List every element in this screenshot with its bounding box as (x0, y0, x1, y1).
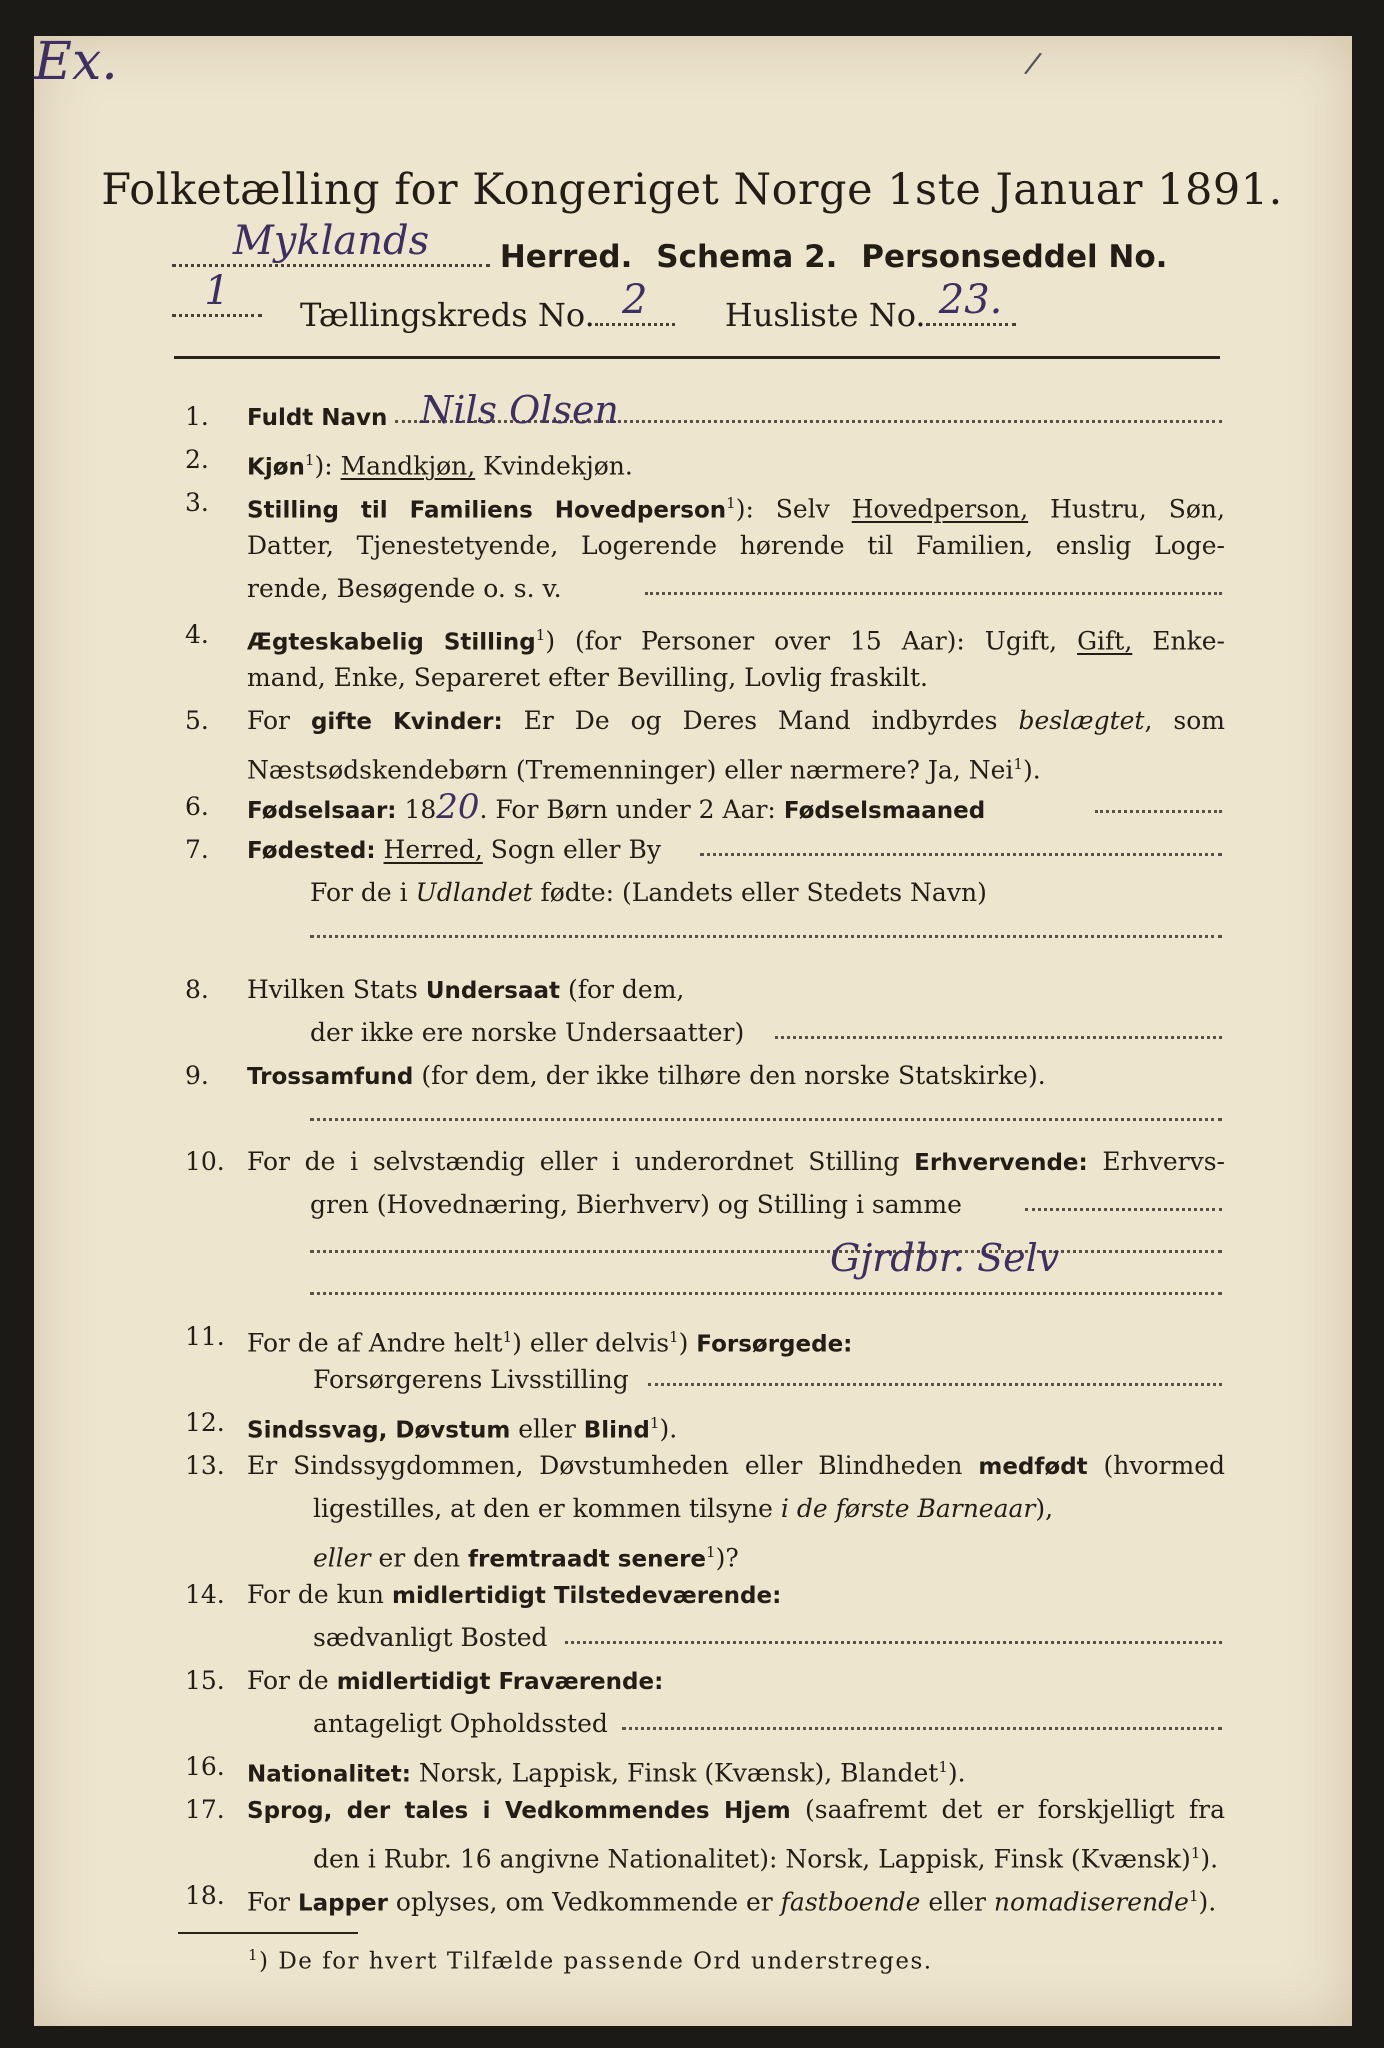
text: ): Selv (735, 494, 852, 524)
full-name-value: Nils Olsen (420, 388, 619, 432)
birth-month-label: Fødselsmaaned (783, 798, 986, 824)
text: fastboende (780, 1887, 921, 1917)
footnote-ref: 1 (649, 1414, 660, 1432)
item-number: 7. (185, 835, 209, 864)
text: For de (247, 1666, 337, 1695)
occupation-field-2[interactable] (310, 1250, 1222, 1253)
disability-label: Sindssvag, Døvstum (247, 1417, 511, 1444)
herred-value: Myklands (232, 218, 430, 264)
item-number: 9. (185, 1061, 209, 1090)
herred-field[interactable] (172, 218, 490, 267)
footnote-ref: 1 (706, 1543, 716, 1561)
text: mand, Enke, Separeret efter Bevilling, Lovlig fraskilt. (247, 663, 928, 692)
item-number: 14. (185, 1580, 225, 1609)
temporarily-absent-label: midlertidigt Fraværende: (336, 1669, 664, 1695)
item-number: 10. (185, 1147, 225, 1176)
sami-label: Lapper (297, 1890, 388, 1917)
religion-field[interactable] (310, 1118, 1222, 1121)
text: (for dem, der ikke tilhøre den norske Statskirke). (413, 1061, 1046, 1090)
text: ). (1200, 1844, 1219, 1874)
text: Forsørgerens Livsstilling (313, 1365, 629, 1394)
husliste-label: Husliste No. (724, 296, 926, 334)
foreign-birthplace-field[interactable] (310, 935, 1222, 938)
kreds-field[interactable] (595, 277, 675, 326)
text: ). (1198, 1887, 1217, 1917)
footnote-ref: 1 (304, 451, 315, 469)
acquired-later-label: fremtraadt senere (468, 1546, 707, 1573)
item-number: 17. (185, 1795, 225, 1824)
text: For de i (310, 878, 416, 907)
item-number: 11. (185, 1322, 225, 1351)
text: ): (314, 451, 341, 481)
text: Enke- (1132, 626, 1225, 656)
text: eller (920, 1887, 994, 1917)
marital-status-label: Ægteskabelig Stilling (247, 629, 536, 656)
sex-option-female[interactable]: Kvindekjøn. (475, 451, 633, 481)
provider-occupation-field[interactable] (648, 1383, 1222, 1386)
footnote-ref: 1 (669, 1328, 679, 1346)
birthplace-field[interactable] (700, 853, 1222, 856)
text: For de af Andre helt (247, 1328, 503, 1358)
item-number: 8. (185, 975, 209, 1004)
text: )? (715, 1543, 739, 1573)
text: ), (1035, 1494, 1054, 1523)
text: sædvanligt Bosted (313, 1623, 548, 1652)
item-number: 18. (185, 1881, 225, 1910)
text: Norsk, Lappisk, Finsk (Kvænsk), Blandet (410, 1758, 939, 1788)
text: Udlandet (415, 878, 533, 907)
family-position-field[interactable] (645, 592, 1222, 595)
birth-month-field[interactable] (1095, 810, 1222, 813)
birth-year-label: Fødselsaar: (247, 798, 397, 824)
text: , som (1144, 706, 1225, 735)
footnote-ref: 1 (1013, 755, 1023, 773)
text: antageligt Opholdssted (313, 1709, 608, 1738)
item-number: 16. (185, 1752, 225, 1781)
item-number: 12. (185, 1408, 225, 1437)
text: (saafremt det er forskjelligt fra (790, 1795, 1225, 1824)
occupation-field-3[interactable] (310, 1292, 1222, 1295)
text: fødte: (Landets eller Stedets Navn) (532, 878, 987, 907)
blind-label: Blind (583, 1417, 650, 1444)
text: nomadiserende (993, 1887, 1189, 1917)
birthplace-option-herred-selected[interactable]: Herred, (383, 835, 483, 864)
footnote-rule (178, 1932, 358, 1934)
usual-residence-field[interactable] (565, 1641, 1222, 1644)
sex-label: Kjøn (247, 454, 305, 481)
personseddel-field[interactable] (172, 268, 262, 317)
text: eller (510, 1414, 584, 1444)
item-number: 13. (185, 1451, 225, 1480)
full-name-label: Fuldt Navn (247, 405, 388, 431)
text: Er De og Deres Mand indbyrdes (502, 706, 1019, 735)
congenital-label: medfødt (978, 1454, 1088, 1480)
footnote-ref: 1 (535, 626, 546, 644)
text: For (247, 706, 311, 735)
husliste-value: 23. (938, 277, 1003, 323)
family-position-head-selected[interactable]: Hovedperson, (851, 494, 1029, 524)
text: ). (947, 1758, 966, 1788)
text: Datter, Tjenestetyende, Logerende hørende til Familien, enslig Loge- (247, 531, 1225, 560)
text: beslægtet (1018, 706, 1145, 735)
text: ) (678, 1328, 697, 1358)
footnote-ref: 1 (726, 494, 736, 512)
religion-label: Trossamfund (247, 1064, 414, 1090)
marital-option-married-selected[interactable]: Gift, (1077, 626, 1133, 656)
kreds-value: 2 (622, 277, 648, 323)
text: rende, Besøgende o. s. v. (247, 574, 562, 603)
footnote-ref: 1 (248, 1946, 260, 1964)
text: ). (659, 1414, 678, 1444)
married-women-label: gifte Kvinder: (310, 709, 503, 735)
item-number: 5. (185, 706, 209, 735)
text: 18 (396, 795, 437, 824)
probable-residence-field[interactable] (622, 1727, 1222, 1730)
text: gren (Hovednæring, Bierhverv) og Stilling i samme (310, 1190, 962, 1219)
sex-option-male-selected[interactable]: Mandkjøn, (340, 451, 476, 481)
text: (hvormed (1087, 1451, 1226, 1480)
text: der ikke ere norske Undersaatter) (310, 1018, 745, 1047)
header-rule (174, 356, 1220, 359)
text: ligestilles, at den er kommen tilsyne (313, 1494, 781, 1523)
margin-note: Ex. (34, 32, 118, 92)
footnote-ref: 1 (1188, 1887, 1199, 1905)
birthplace-label: Fødested: (247, 838, 376, 864)
occupation-field-1[interactable] (1025, 1208, 1222, 1211)
citizenship-field[interactable] (775, 1036, 1222, 1039)
footnote-ref: 1 (938, 1758, 948, 1776)
item-number: 3. (185, 488, 209, 517)
footnote-ref: 1 (1190, 1844, 1201, 1862)
personseddel-value: 1 (204, 268, 230, 314)
text: ). (1022, 755, 1041, 785)
text: For (247, 1887, 298, 1917)
text: oplyses, om Vedkommende er (387, 1887, 781, 1917)
kreds-label: Tællingskreds No. (300, 296, 595, 334)
occupation-label: Erhvervende: (914, 1150, 1088, 1176)
herred-label: Herred. (499, 239, 633, 275)
text: Næstsødskendebørn (Tremenninger) eller nærmere? Ja, Nei (247, 755, 1014, 785)
text: Erhvervs- (1087, 1147, 1225, 1176)
footnote-text: ) De for hvert Tilfælde passende Ord understreges. (259, 1948, 933, 1975)
text: er den (370, 1543, 469, 1573)
item-number: 2. (185, 445, 209, 474)
schema-label: Schema 2. (656, 239, 838, 275)
temporarily-present-label: midlertidigt Tilstedeværende: (391, 1583, 782, 1609)
home-language-label: Sprog, der tales i Vedkommendes Hjem (247, 1798, 791, 1824)
footnote-ref: 1 (502, 1328, 513, 1346)
text: ) eller delvis (512, 1328, 670, 1358)
family-position-label: Stilling til Familiens Hovedperson (247, 497, 727, 524)
footnote (248, 1946, 933, 1975)
text: . For Børn under 2 Aar: (479, 795, 784, 824)
text: i de første Barneaar (780, 1494, 1036, 1523)
header-line-kreds (300, 277, 1120, 340)
occupation-value: Gjrdbr. Selv (830, 1236, 1060, 1280)
birth-year-value[interactable]: 20 (436, 787, 480, 827)
item-number: 4. (185, 620, 209, 649)
text: Er Sindssygdommen, Døvstumheden eller Blindheden (247, 1451, 979, 1480)
text: Hustru, Søn, (1028, 494, 1225, 524)
text: For de kun (247, 1580, 392, 1609)
text: Sogn eller By (482, 835, 661, 864)
item-number: 1. (185, 402, 209, 431)
text: Hvilken Stats (247, 975, 426, 1004)
dependents-label: Forsørgede: (696, 1331, 853, 1358)
text: eller (313, 1543, 371, 1573)
husliste-field[interactable] (926, 277, 1016, 326)
text: ) (for Personer over 15 Aar): Ugift, (545, 626, 1078, 656)
text: For de i selvstændig eller i underordnet Stilling (247, 1147, 915, 1176)
personseddel-label: Personseddel No. (861, 239, 1168, 275)
text: den i Rubr. 16 angivne Nationalitet): Norsk, Lappisk, Finsk (Kvænsk) (313, 1844, 1191, 1874)
citizenship-label: Undersaat (425, 978, 560, 1004)
item-number: 6. (185, 792, 209, 821)
form-title: Folketælling for Kongeriget Norge 1ste Januar 1891. (101, 165, 1283, 215)
item-number: 15. (185, 1666, 225, 1695)
pencil-tick-mark: / (1022, 45, 1044, 82)
nationality-label: Nationalitet: (247, 1761, 411, 1788)
text: (for dem, (560, 975, 685, 1004)
